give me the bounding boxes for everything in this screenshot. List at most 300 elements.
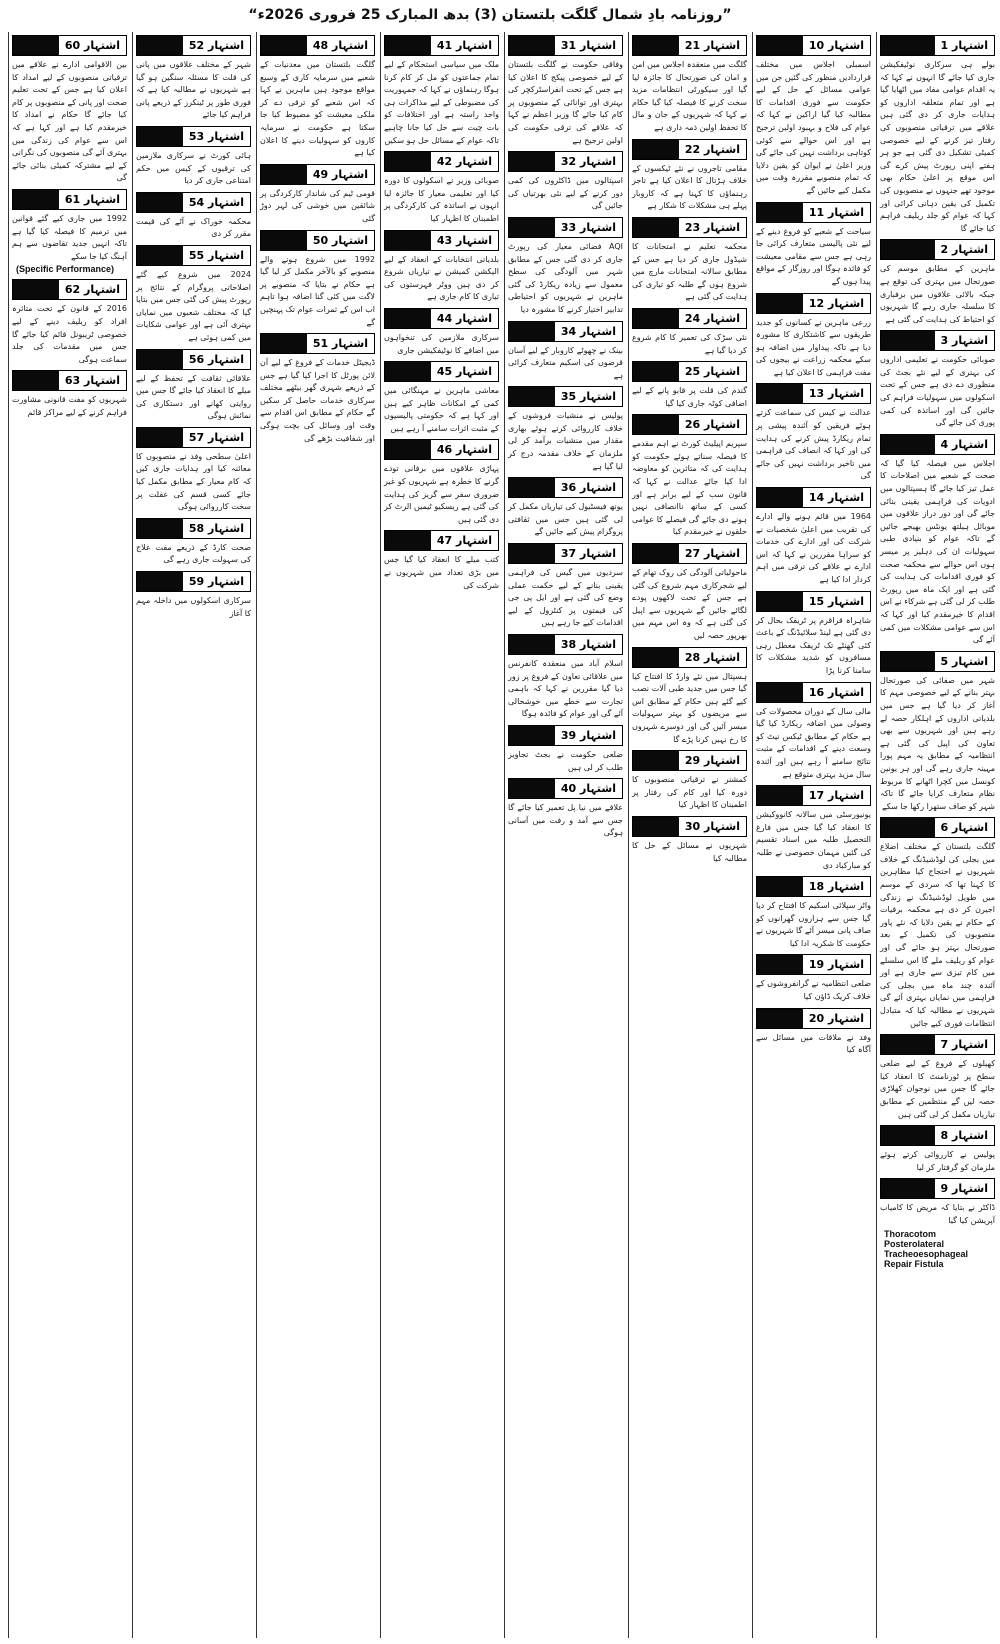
notice-number: اشتہار 21	[679, 36, 746, 55]
notice-number: اشتہار 30	[679, 817, 746, 836]
header-bar	[137, 572, 183, 591]
notice-number: اشتہار 34	[555, 322, 622, 341]
notice-block	[632, 543, 747, 643]
header-bar	[757, 488, 803, 507]
notice-block	[632, 35, 747, 135]
notice-text: علاقائی ثقافت کے تحفظ کے لیے میلے کا انعقاد کیا جائے گا جس میں روایتی کھانے اور دستکاری کی نمائش ہوگی	[136, 373, 251, 421]
notice-text: اسمبلی اجلاس میں مختلف قراردادیں منظور کی گئیں جن میں عوامی مسائل کے حل کے لیے حکومت سے فوری اقدامات کا مطالبہ کیا گیا اراکین نے کہا کہ عوام کی فلاح و بہبود اولین ترجیح ہے اور اس حوالے سے کوئی کوتاہی برداشت نہیں کی جائے گی وزیر اعلیٰ نے ایوان کو یقین دلایا کہ تمام منصوبے مقررہ وقت میں مکمل کیے جائیں گے	[756, 60, 871, 195]
notice-block	[12, 189, 127, 275]
notice-block	[632, 361, 747, 410]
notice-block	[880, 1034, 995, 1121]
notice-block	[880, 651, 995, 814]
notice-number: اشتہار 46	[431, 440, 498, 459]
notice-text: محکمہ تعلیم نے امتحانات کا شیڈول جاری کر دیا ہے جس کے مطابق سالانہ امتحانات مارچ میں شروع ہوں گے طلبہ کو تیاری کی ہدایت کی گئی ہے	[632, 241, 747, 302]
header-bar	[881, 36, 935, 55]
notice-number: اشتہار 33	[555, 218, 622, 237]
english-text: (Specific Performance)	[16, 264, 115, 275]
notice-header	[508, 386, 623, 407]
header-bar	[881, 818, 935, 837]
header-bar	[137, 193, 183, 212]
news-column-6	[256, 32, 378, 1638]
news-column-5	[380, 32, 502, 1638]
notice-text: پولیس نے کارروائی کرتے ہوئے ملزمان کو گرفتار کر لیا	[880, 1150, 995, 1172]
notice-block	[880, 817, 995, 1030]
notice-block	[880, 1125, 995, 1174]
notice-header	[880, 1125, 995, 1146]
notice-text: شہریوں کو مفت قانونی مشاورت فراہم کرنے کے لیے مراکز قائم	[12, 395, 127, 417]
notice-number: اشتہار 48	[307, 36, 374, 55]
notice-text: گلگت بلتستان میں معدنیات کے شعبے میں سرمایہ کاری کے وسیع مواقع موجود ہیں ماہرین نے کہا کہ اس شعبے کو ترقی دے کر ملکی معیشت کو مضبوط کیا جا سکتا ہے حکومت نے سرمایہ کاروں کو سہولیات دینے کا اعلان کیا ہے	[260, 60, 375, 158]
header-bar	[757, 877, 803, 896]
notice-number: اشتہار 35	[555, 387, 622, 406]
header-bar	[881, 1126, 935, 1145]
notice-number: اشتہار 13	[803, 384, 870, 403]
header-bar	[261, 165, 307, 184]
notice-text: صحت کارڈ کے ذریعے مفت علاج کی سہولت جاری رہے گی	[136, 542, 251, 565]
header-bar	[757, 786, 803, 805]
header-bar	[509, 478, 555, 497]
header-bar	[509, 726, 555, 745]
header-bar	[509, 387, 555, 406]
notice-number: اشتہار 58	[183, 519, 250, 538]
notice-header	[632, 217, 747, 238]
notice-number: اشتہار 32	[555, 152, 622, 171]
header-bar	[137, 246, 183, 265]
notice-header	[508, 725, 623, 746]
notice-text: زرعی ماہرین نے کسانوں کو جدید طریقوں سے کاشتکاری کا مشورہ دیا ہے تاکہ پیداوار میں اضافہ ہو سکے محکمہ زراعت نے بیجوں کی مفت فراہمی کا اعلان کیا ہے	[756, 317, 871, 377]
notice-number: اشتہار 3	[935, 331, 994, 350]
header-bar	[633, 751, 679, 770]
notice-number: اشتہار 7	[935, 1035, 994, 1054]
header-bar	[881, 1035, 935, 1054]
notice-header	[384, 35, 499, 56]
notice-text: یونیورسٹی میں سالانہ کانووکیشن کا انعقاد کیا گیا جس میں فارغ التحصیل طلبہ میں اسناد تقسیم کی گئیں مہمان خصوصی نے طلبہ کو مبارکباد دی	[756, 810, 871, 870]
notice-header	[632, 750, 747, 771]
notice-block	[384, 308, 499, 357]
notice-number: اشتہار 56	[183, 350, 250, 369]
notice-block	[12, 35, 127, 185]
notice-header	[384, 308, 499, 329]
header-bar	[385, 36, 431, 55]
notice-text: بلدیاتی انتخابات کے انعقاد کے لیے الیکشن کمیشن نے تیاریاں شروع کر دی ہیں ووٹر فہرستوں کی تیاری کا کام جاری ہے	[384, 254, 499, 302]
notice-header	[880, 1178, 995, 1199]
header-bar	[881, 652, 935, 671]
notice-header	[12, 189, 127, 210]
notice-text: مالی سال کے دوران محصولات کی وصولی میں اضافہ ریکارڈ کیا گیا ہے حکام کے مطابق ٹیکس نیٹ کو وسعت دینے کے اقدامات کے مثبت نتائج سامنے آ رہے ہیں اور آئندہ سال مزید بہتری متوقع ہے	[756, 706, 871, 779]
notice-number: اشتہار 29	[679, 751, 746, 770]
notice-number: اشتہار 59	[183, 572, 250, 591]
notice-block	[136, 126, 251, 188]
notice-text: محکمہ خوراک نے آٹے کی قیمت مقرر کر دی	[136, 216, 251, 239]
header-bar	[757, 203, 803, 222]
notice-block	[880, 434, 995, 647]
notice-text: بینک نے چھوٹے کاروبار کے لیے آسان قرضوں کی اسکیم متعارف کرائی ہے	[508, 345, 623, 380]
notice-header	[756, 35, 871, 56]
notice-header	[756, 682, 871, 703]
notice-text: یوتھ فیسٹیول کی تیاریاں مکمل کر لی گئی ہیں جس میں ثقافتی پروگرام پیش کیے جائیں گے	[508, 502, 623, 537]
notice-text: واٹر سپلائی اسکیم کا افتتاح کر دیا گیا جس سے ہزاروں گھرانوں کو صاف پانی میسر آئے گا شہریوں نے حکومت کا شکریہ ادا کیا	[756, 901, 871, 948]
notice-text: وفد نے ملاقات میں مسائل سے آگاہ کیا	[756, 1032, 871, 1055]
notice-header	[384, 361, 499, 382]
notice-block	[136, 245, 251, 345]
notice-block	[756, 202, 871, 289]
notice-block	[384, 439, 499, 526]
notice-text: شہر کے مختلف علاقوں میں پانی کی قلت کا مسئلہ سنگین ہو گیا ہے شہریوں نے مطالبہ کیا ہے کہ فوری طور پر ٹینکرز کے ذریعے پانی فراہم کیا جائے	[136, 60, 251, 120]
notice-text: شاہراہ قراقرم پر ٹریفک بحال کر دی گئی ہے لینڈ سلائیڈنگ کے باعث کئی گھنٹے تک ٹریفک معطل رہی مسافروں کو شدید مشکلات کا سامنا کرنا پڑا	[756, 615, 871, 675]
notice-text: سرکاری اسکولوں میں داخلہ مہم کا آغاز	[136, 596, 251, 618]
notice-number: اشتہار 55	[183, 246, 250, 265]
notice-number: اشتہار 51	[307, 334, 374, 353]
notice-number: اشتہار 12	[803, 294, 870, 313]
notice-text: شہریوں نے مسائل کے حل کا مطالبہ کیا	[632, 840, 747, 863]
notice-number: اشتہار 61	[59, 190, 126, 209]
notice-block	[136, 518, 251, 567]
header-bar	[385, 531, 431, 550]
header-bar	[509, 36, 555, 55]
notice-number: اشتہار 14	[803, 488, 870, 507]
header-bar	[137, 127, 183, 146]
header-bar	[633, 218, 679, 237]
notice-header	[632, 647, 747, 668]
header-bar	[757, 294, 803, 313]
notice-block	[136, 349, 251, 423]
notice-text: 1992 میں شروع ہونے والے منصوبے کو بالآخر مکمل کر لیا گیا ہے حکام نے بتایا کہ منصوبے پر لاگت میں کئی گنا اضافہ ہوا تاہم اب اس کے ثمرات عوام تک پہنچیں گے	[260, 254, 375, 327]
header-bar	[757, 592, 803, 611]
news-column-7	[132, 32, 254, 1638]
header-bar	[757, 955, 803, 974]
notice-block	[756, 682, 871, 782]
notice-block	[136, 427, 251, 514]
notice-block	[880, 1178, 995, 1269]
notice-text: کھیلوں کے فروغ کے لیے ضلعی سطح پر ٹورنامنٹ کا انعقاد کیا جائے گا جس میں نوجوان کھلاڑی حصہ لیں گے منتظمین کے مطابق تیاریاں مکمل کر لی گئی ہیں	[880, 1059, 995, 1119]
notice-block	[508, 725, 623, 774]
notice-block	[632, 414, 747, 539]
notice-block	[632, 308, 747, 357]
notice-header	[508, 634, 623, 655]
header-bar	[757, 36, 803, 55]
notice-number: اشتہار 9	[935, 1179, 994, 1198]
notice-block	[508, 778, 623, 840]
header-bar	[509, 218, 555, 237]
notice-block	[880, 330, 995, 430]
notice-number: اشتہار 23	[679, 218, 746, 237]
notice-number: اشتہار 60	[59, 36, 126, 55]
notice-number: اشتہار 53	[183, 127, 250, 146]
notice-text: اسپتالوں میں ڈاکٹروں کی کمی دور کرنے کے لیے نئی بھرتیاں کی جائیں گی	[508, 176, 623, 211]
notice-number: اشتہار 63	[59, 371, 126, 390]
notice-text: ماحولیاتی آلودگی کی روک تھام کے لیے شجرکاری مہم شروع کی گئی ہے جس کے تحت لاکھوں پودے لگائے جائیں گے شہریوں سے اپیل کی گئی ہے کہ وہ اس مہم میں بھرپور حصہ لیں	[632, 568, 747, 640]
notice-text: کتب میلے کا انعقاد کیا گیا جس میں بڑی تعداد میں شہریوں نے شرکت کی	[384, 555, 499, 590]
header-bar	[261, 334, 307, 353]
notice-header	[12, 35, 127, 56]
header-bar	[261, 231, 307, 250]
notice-number: اشتہار 20	[803, 1009, 870, 1028]
notice-number: اشتہار 49	[307, 165, 374, 184]
notice-header	[260, 230, 375, 251]
notice-block	[260, 333, 375, 445]
notice-header	[260, 333, 375, 354]
notice-header	[880, 651, 995, 672]
notice-number: اشتہار 37	[555, 544, 622, 563]
notice-block	[384, 361, 499, 435]
notice-number: اشتہار 2	[935, 240, 994, 259]
notice-text: اسلام آباد میں منعقدہ کانفرنس میں علاقائی تعاون کے فروغ پر زور دیا گیا مقررین نے کہا کہ باہمی تجارت سے خطے میں خوشحالی آئے گی اور عوام کو فائدہ ہوگا	[508, 659, 623, 719]
notice-text: ڈیجیٹل خدمات کے فروغ کے لیے آن لائن پورٹل کا اجرا کیا گیا ہے جس کے ذریعے شہری گھر بیٹھے مختلف سرکاری خدمات حاصل کر سکیں گے حکام کے مطابق اس اقدام سے وقت اور وسائل کی بچت ہوگی اور شفافیت بڑھے گی	[260, 358, 375, 443]
notice-block	[632, 816, 747, 865]
notice-number: اشتہار 19	[803, 955, 870, 974]
header-bar	[881, 435, 935, 454]
notice-header	[508, 217, 623, 238]
notice-header	[756, 202, 871, 223]
notice-header	[880, 35, 995, 56]
notice-number: اشتہار 38	[555, 635, 622, 654]
notice-text: ملک میں سیاسی استحکام کے لیے تمام جماعتوں کو مل کر کام کرنا ہوگا رہنماؤں نے کہا کہ جمہوریت کی مضبوطی کے لیے مذاکرات ہی واحد راستہ ہے اور اختلافات کو بات چیت سے حل کیا جانا چاہیے تاکہ عوام کے مسائل حل ہو سکیں	[384, 60, 499, 145]
notice-block	[12, 370, 127, 419]
notice-text: صوبائی حکومت نے تعلیمی اداروں کی بہتری کے لیے نئے بجٹ کی منظوری دے دی ہے جس کے تحت اسکولوں میں سہولیات فراہم کی جائیں گی اور اساتذہ کی کمی پوری کی جائے گی	[880, 355, 995, 428]
notice-block	[632, 217, 747, 304]
notice-header	[756, 954, 871, 975]
notice-number: اشتہار 15	[803, 592, 870, 611]
header-bar	[881, 240, 935, 259]
notice-header	[136, 192, 251, 213]
notice-text: اجلاس میں فیصلہ کیا گیا کہ صحت کے شعبے میں اصلاحات کا عمل تیز کیا جائے گا ہسپتالوں میں ادویات کی فراہمی یقینی بنائی جائے گی اور دور دراز علاقوں میں موبائل ہیلتھ یونٹس بھیجے جائیں گے تاکہ عوام کو بنیادی طبی سہولیات ان کی دہلیز پر میسر ہوں اس حوالے سے محکمہ صحت کو فوری اقدامات کی ہدایت کی گئی ہے اور ایک ماہ میں رپورٹ طلب کر لی گئی ہے شرکاء نے اس اقدام کا خیرمقدم کیا اور کہا کہ اس سے عوامی مشکلات میں کمی آئے گی	[880, 458, 995, 645]
notice-number: اشتہار 39	[555, 726, 622, 745]
notice-text: پولیس نے منشیات فروشوں کے خلاف کارروائی کرتے ہوئے بھاری مقدار میں منشیات برآمد کر لی ملزمان کے خلاف مقدمہ درج کر لیا گیا ہے	[508, 411, 623, 471]
notice-text: سردیوں میں گیس کی فراہمی یقینی بنانے کے لیے حکمت عملی وضع کی گئی ہے اور ایل پی جی کی قیمتوں پر کنٹرول کے لیے اقدامات کیے جا رہے ہیں	[508, 568, 623, 628]
notice-number: اشتہار 52	[183, 36, 250, 55]
notice-number: اشتہار 41	[431, 36, 498, 55]
notice-text: اعلیٰ سطحی وفد نے منصوبوں کا معائنہ کیا اور ہدایات جاری کیں کہ کام معیار کے مطابق مکمل کیا جائے کسی قسم کی غفلت پر سخت کارروائی ہوگی	[136, 451, 251, 512]
notice-number: اشتہار 40	[555, 779, 622, 798]
header-bar	[757, 683, 803, 702]
notice-block	[260, 164, 375, 226]
notice-block	[260, 230, 375, 330]
notice-header	[12, 279, 127, 300]
notice-text: ہائی کورٹ نے سرکاری ملازمین کی ترقیوں کے کیس میں حکم امتناعی جاری کر دیا	[136, 150, 251, 186]
notice-text: AQI فضائی معیار کی رپورٹ جاری کر دی گئی جس کے مطابق شہر میں آلودگی کی سطح معمول سے زیادہ ریکارڈ کی گئی ماہرین نے شہریوں کو احتیاطی تدابیر اختیار کرنے کا مشورہ دیا	[508, 241, 623, 314]
notice-header	[136, 518, 251, 539]
notice-header	[880, 1034, 995, 1055]
notice-block	[756, 383, 871, 483]
notice-text: ڈاکٹر نے بتایا کہ مریض کا کامیاب آپریشن کیا گیا	[880, 1203, 995, 1225]
notice-header	[384, 230, 499, 251]
notice-header	[136, 571, 251, 592]
news-column-4	[504, 32, 626, 1638]
header-bar	[137, 519, 183, 538]
news-column-2	[752, 32, 874, 1638]
notice-text: قومی ٹیم کی شاندار کارکردگی پر شائقین میں خوشی کی لہر دوڑ گئی	[260, 188, 375, 223]
header-bar	[137, 36, 183, 55]
notice-header	[12, 370, 127, 391]
header-bar	[633, 415, 679, 434]
notice-header	[632, 543, 747, 564]
notice-header	[508, 151, 623, 172]
notice-header	[136, 427, 251, 448]
notice-number: اشتہار 54	[183, 193, 250, 212]
notice-block	[508, 477, 623, 539]
notice-text: سپریم اپیلیٹ کورٹ نے اہم مقدمے کا فیصلہ سناتے ہوئے حکومت کو ہدایت کی کہ متاثرین کو معاوضہ ادا کیا جائے عدالت نے کہا کہ قانون سب کے لیے برابر ہے اور کسی کے ساتھ ناانصافی نہیں ہونے دی جائے گی فیصلے کا عوامی حلقوں نے خیرمقدم کیا	[632, 439, 747, 537]
header-bar	[13, 190, 59, 209]
notice-number: اشتہار 57	[183, 428, 250, 447]
notice-header	[632, 361, 747, 382]
notice-header	[508, 321, 623, 342]
notice-number: اشتہار 45	[431, 362, 498, 381]
notice-block	[136, 571, 251, 620]
notice-block	[136, 35, 251, 122]
header-bar	[137, 350, 183, 369]
header-bar	[881, 1179, 935, 1198]
notice-number: اشتہار 8	[935, 1126, 994, 1145]
notice-block	[756, 1008, 871, 1057]
notice-block	[756, 35, 871, 198]
notice-number: اشتہار 31	[555, 36, 622, 55]
notice-header	[756, 1008, 871, 1029]
notice-header	[260, 164, 375, 185]
notice-text: 2024 میں شروع کیے گئے اصلاحاتی پروگرام کے نتائج پر رپورٹ پیش کی گئی جس میں بتایا گیا کہ مختلف شعبوں میں نمایاں بہتری آئی ہے اور عوامی شکایات میں کمی ہوئی ہے	[136, 269, 251, 342]
notice-block	[756, 954, 871, 1003]
notice-block	[508, 543, 623, 630]
notice-header	[136, 349, 251, 370]
notice-text: مقامی تاجروں نے نئے ٹیکسوں کے خلاف ہڑتال کا اعلان کیا ہے تاجر رہنماؤں کا کہنا ہے کہ کاروبار پہلے ہی مشکلات کا شکار ہے	[632, 163, 747, 211]
header-bar	[509, 544, 555, 563]
header-bar	[509, 152, 555, 171]
notice-header	[756, 876, 871, 897]
notice-header	[756, 383, 871, 404]
notice-text: 1964 میں قائم ہونے والے ادارے کی تقریب میں اعلیٰ شخصیات نے شرکت کی اور ادارے کی خدمات کو سراہا مقررین نے کہا کہ اس ادارے نے علاقے کی ترقی میں اہم کردار ادا کیا ہے	[756, 512, 871, 584]
header-bar	[633, 817, 679, 836]
notice-number: اشتہار 18	[803, 877, 870, 896]
header-bar	[881, 331, 935, 350]
notice-text: عدالت نے کیس کی سماعت کرتے ہوئے فریقین کو آئندہ پیشی پر تمام ریکارڈ پیش کرنے کی ہدایت کی اور کہا کہ انصاف کی فراہمی میں تاخیر برداشت نہیں کی جائے گی	[756, 408, 871, 481]
notice-number: اشتہار 24	[679, 309, 746, 328]
notice-number: اشتہار 10	[803, 36, 870, 55]
notice-block	[880, 35, 995, 235]
notice-number: اشتہار 36	[555, 478, 622, 497]
notice-header	[384, 439, 499, 460]
notice-text: 1992 میں جاری کیے گئے قوانین میں ترمیم کا فیصلہ کیا گیا ہے تاکہ انہیں جدید تقاضوں سے ہم آہنگ کیا جا سکے	[12, 213, 127, 261]
notice-number: اشتہار 25	[679, 362, 746, 381]
header-bar	[13, 371, 59, 390]
notice-header	[632, 414, 747, 435]
notice-number: اشتہار 1	[935, 36, 994, 55]
notice-header	[632, 308, 747, 329]
header-bar	[509, 322, 555, 341]
notice-number: اشتہار 17	[803, 786, 870, 805]
notice-block	[632, 139, 747, 213]
notice-text: پہاڑی علاقوں میں برفانی تودے گرنے کا خطرہ ہے شہریوں کو غیر ضروری سفر سے گریز کی ہدایت کی گئی ہے ریسکیو ٹیمیں الرٹ کر دی گئی ہیں	[384, 464, 499, 524]
notice-text: ضلعی حکومت نے بجٹ تجاویز طلب کر لی ہیں	[508, 749, 623, 772]
notice-block	[260, 35, 375, 160]
notice-block	[508, 151, 623, 213]
notice-block	[508, 321, 623, 383]
notice-number: اشتہار 42	[431, 152, 498, 171]
notice-header	[260, 35, 375, 56]
header-bar	[13, 280, 59, 299]
notice-header	[756, 293, 871, 314]
english-text: Thoracotom Posterolateral Tracheoesophageal Repair Fistula	[884, 1228, 969, 1269]
notice-text: نئی سڑک کی تعمیر کا کام شروع کر دیا گیا ہے	[632, 332, 747, 355]
notice-header	[632, 139, 747, 160]
header-bar	[509, 635, 555, 654]
notice-text: ہسپتال میں نئے وارڈ کا افتتاح کیا گیا جس میں جدید طبی آلات نصب کیے گئے ہیں حکام کے مطابق اس سے مریضوں کو بہتر سہولیات میسر آئیں گی اور دوسرے شہروں کا رخ نہیں کرنا پڑے گا	[632, 671, 747, 744]
notice-text: وفاقی حکومت نے گلگت بلتستان کے لیے خصوصی پیکج کا اعلان کیا ہے جس کے تحت انفراسٹرکچر کی بہتری اور توانائی کے منصوبوں پر کام کیا جائے گا وزیر اعظم نے کہا کہ علاقے کی ترقی حکومت کی اولین ترجیح ہے	[508, 60, 623, 145]
notice-block	[756, 785, 871, 872]
header-bar	[633, 648, 679, 667]
notice-text: ماہرین کے مطابق موسم کی صورتحال میں بہتری کی توقع ہے جبکہ بالائی علاقوں میں برفباری کا سلسلہ جاری رہے گا شہریوں کو احتیاط کی ہدایت کی گئی ہے	[880, 264, 995, 324]
news-column-8	[8, 32, 130, 1638]
notice-number: اشتہار 28	[679, 648, 746, 667]
notice-text: گندم کی قلت پر قابو پانے کے لیے اضافی کوٹہ جاری کیا گیا	[632, 386, 747, 408]
header-bar	[633, 362, 679, 381]
news-column-3	[628, 32, 750, 1638]
notice-number: اشتہار 47	[431, 531, 498, 550]
header-bar	[13, 36, 59, 55]
notice-header	[880, 239, 995, 260]
notice-text: بولے ہی سرکاری نوٹیفکیشن جاری کیا جائے گا انہوں نے کہا کہ یہ اقدام عوامی مفاد میں اٹھایا گیا ہے اور تمام متعلقہ اداروں کو ہدایات جاری کر دی گئی ہیں علاقے میں ترقیاتی منصوبوں کی رفتار تیز کرنے کے لیے خصوصی کمیٹی تشکیل دی گئی ہے جو ہر ہفتے اپنی رپورٹ پیش کرے گی اس موقع پر اعلیٰ حکام بھی موجود تھے جنہوں نے منصوبوں کی تکمیل کی یقین دہانی کرائی اور کہا کہ عوام کو جلد ریلیف فراہم کیا جائے گا	[880, 60, 995, 233]
notice-header	[136, 126, 251, 147]
masthead: ”روزنامہ بادِ شمال گلگت بلتستان (3) بدھ المبارک 25 فروری 2026ء“	[248, 7, 732, 23]
notice-number: اشتہار 11	[803, 203, 870, 222]
notice-block	[632, 750, 747, 812]
notice-text: سیاحت کے شعبے کو فروغ دینے کے لیے نئی پالیسی متعارف کرائی جا رہی ہے جس سے مقامی معیشت کو فائدہ ہوگا اور روزگار کے مواقع پیدا ہوں گے	[756, 226, 871, 286]
notice-header	[880, 330, 995, 351]
notice-text: شہر میں صفائی کی صورتحال بہتر بنانے کے لیے خصوصی مہم کا آغاز کر دیا گیا ہے جس میں بلدیاتی اداروں کے اہلکار حصہ لے رہے ہیں اور شہریوں سے بھی تعاون کی اپیل کی گئی ہے انتظامیہ کے مطابق یہ مہم پورا مہینہ جاری رہے گی اور ہر یونین کونسل میں کچرا اٹھانے کا مربوط نظام متعارف کرایا جائے گا تاکہ شہر کو صاف ستھرا رکھا جا سکے	[880, 675, 995, 811]
notice-text: 2016 کے قانون کے تحت متاثرہ افراد کو ریلیف دینے کے لیے خصوصی ٹریبونل قائم کیا جائے گا جس میں مقدمات کی جلد سماعت ہوگی	[12, 304, 127, 364]
notice-header	[384, 530, 499, 551]
notice-header	[880, 817, 995, 838]
header-bar	[633, 36, 679, 55]
notice-number: اشتہار 16	[803, 683, 870, 702]
notice-block	[756, 487, 871, 587]
notice-header	[756, 487, 871, 508]
notice-text: سرکاری ملازمین کی تنخواہوں میں اضافے کا نوٹیفکیشن جاری	[384, 332, 499, 355]
notice-text: علاقے میں نیا پل تعمیر کیا جائے گا جس سے آمد و رفت میں آسانی ہوگی	[508, 803, 623, 838]
header-bar	[757, 384, 803, 403]
notice-number: اشتہار 62	[59, 280, 126, 299]
notice-block	[756, 876, 871, 950]
header-bar	[385, 440, 431, 459]
notice-header	[756, 591, 871, 612]
notice-text: معاشی ماہرین نے مہنگائی میں کمی کے امکانات ظاہر کیے ہیں اور کہا ہے کہ حکومتی پالیسیوں کے مثبت اثرات سامنے آ رہے ہیں	[384, 386, 499, 433]
notice-block	[384, 35, 499, 147]
header-bar	[261, 36, 307, 55]
notice-header	[136, 35, 251, 56]
notice-text: گلگت میں منعقدہ اجلاس میں امن و امان کی صورتحال کا جائزہ لیا گیا اور سیکورٹی انتظامات مزید سخت کرنے کا فیصلہ کیا گیا حکام نے کہا کہ شہریوں کے جان و مال کا تحفظ اولین ذمہ داری ہے	[632, 60, 747, 132]
notice-block	[136, 192, 251, 241]
notice-header	[136, 245, 251, 266]
header-bar	[137, 428, 183, 447]
header-bar	[633, 309, 679, 328]
header-bar	[385, 362, 431, 381]
header-bar	[633, 544, 679, 563]
notice-block	[756, 591, 871, 678]
news-column-1	[876, 32, 998, 1638]
header-bar	[509, 779, 555, 798]
notice-number: اشتہار 43	[431, 231, 498, 250]
notice-text: ضلعی انتظامیہ نے گرانفروشوں کے خلاف کریک ڈاؤن کیا	[756, 979, 871, 1002]
notice-number: اشتہار 50	[307, 231, 374, 250]
notice-number: اشتہار 6	[935, 818, 994, 837]
notice-header	[508, 477, 623, 498]
notice-block	[508, 386, 623, 473]
notice-block	[384, 530, 499, 592]
notice-number: اشتہار 22	[679, 140, 746, 159]
header-bar	[385, 231, 431, 250]
notice-header	[384, 151, 499, 172]
notice-block	[632, 647, 747, 747]
notice-number: اشتہار 5	[935, 652, 994, 671]
notice-header	[632, 816, 747, 837]
